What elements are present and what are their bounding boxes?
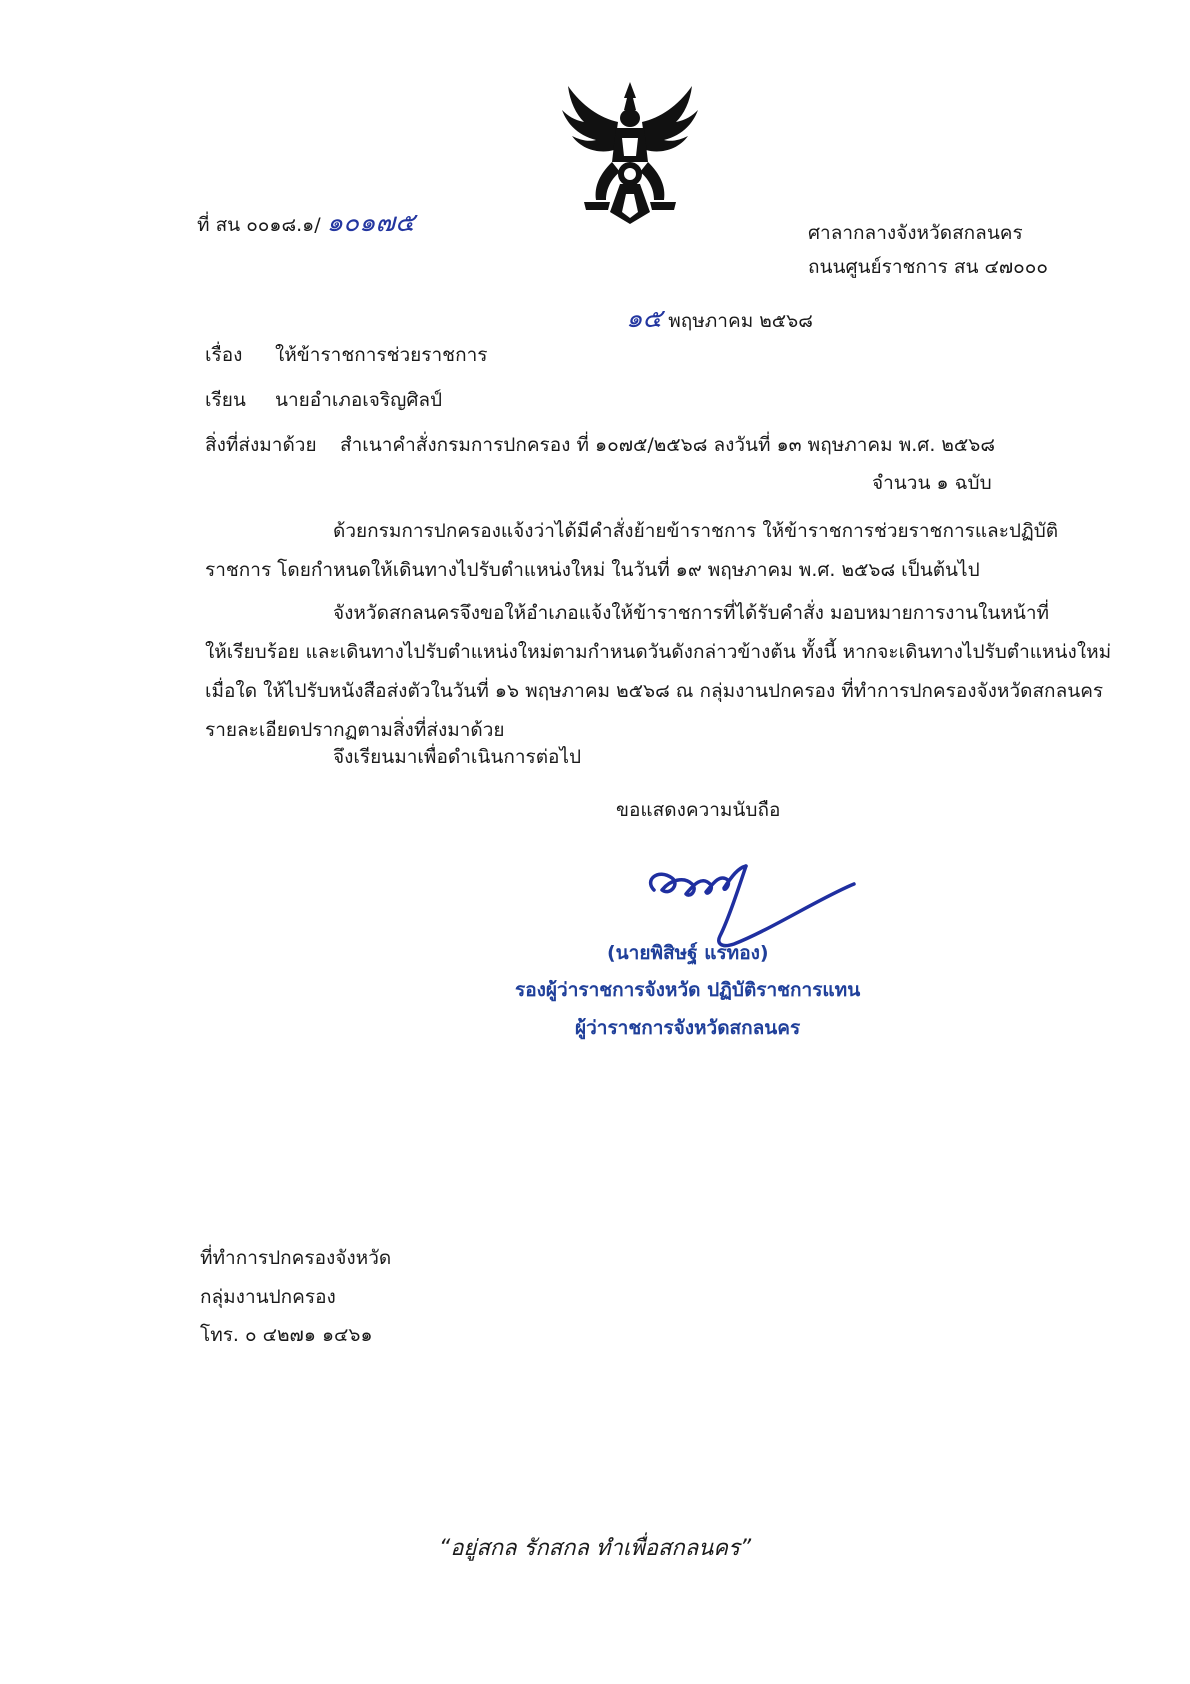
body-line: ด้วยกรมการปกครองแจ้งว่าได้มีคำสั่งย้ายข้าราชการ ให้ข้าราชการช่วยราชการและปฏิบัติ [333,520,1059,542]
office-address: ถนนศูนย์ราชการ สน ๔๗๐๐๐ [808,256,1048,278]
reference-number [197,202,415,243]
body-line: เมื่อใด ให้ไปรับหนังสือส่งตัวในวันที่ ๑๖ พฤษภาคม ๒๕๖๘ ณ กลุ่มงานปกครอง ที่ทำการปกครองจังหวัดสกลนคร [205,680,1104,702]
body-paragraph-1 [205,512,1059,590]
subject-label: เรื่อง [205,344,243,366]
subject-value: ให้ข้าราชการช่วยราชการ [275,344,488,366]
body-paragraph-3 [205,738,1045,777]
enclosure-value: สำเนาคำสั่งกรมการปกครอง ที่ ๑๐๗๕/๒๕๖๘ ลงวันที่ ๑๓ พฤษภาคม พ.ศ. ๒๕๖๘ [340,434,996,456]
body-line: ราชการ โดยกำหนดให้เดินทางไปรับตำแหน่งใหม่ ในวันที่ ๑๙ พฤษภาคม พ.ศ. ๒๕๖๘ เป็นต้นไป [205,559,980,581]
signer-title-1: รองผู้ว่าราชการจังหวัด ปฏิบัติราชการแทน [515,979,861,1001]
enclosure-count: จำนวน ๑ ฉบับ [872,472,992,494]
document-date [626,298,813,339]
reference-handwritten-number: ๑๐๑๗๕ [326,208,415,238]
garuda-emblem-icon [560,78,700,226]
closing-salutation: ขอแสดงความนับถือ [616,799,781,821]
signer-title-2: ผู้ว่าราชการจังหวัดสกลนคร [575,1017,801,1039]
reference-prefix: ที่ สน ๐๐๑๘.๑/ [197,214,321,236]
body-paragraph-2 [205,594,1112,750]
body-line: จังหวัดสกลนครจึงขอให้อำเภอแจ้งให้ข้าราชการที่ได้รับคำสั่ง มอบหมายการงานในหน้าที่ [333,602,1050,624]
signer-name: (นายพิสิษฐ์ แร่ทอง) [607,942,769,964]
enclosure-label: สิ่งที่ส่งมาด้วย [205,434,317,456]
contact-office: ที่ทำการปกครองจังหวัด [200,1247,392,1269]
body-line: รายละเอียดปรากฏตามสิ่งที่ส่งมาด้วย [205,719,505,741]
contact-division: กลุ่มงานปกครอง [200,1286,336,1308]
contact-phone: โทร. ๐ ๔๒๗๑ ๑๔๖๑ [200,1324,373,1346]
to-label: เรียน [205,389,246,411]
date-month-year: พฤษภาคม ๒๕๖๘ [668,310,813,332]
body-line: ให้เรียบร้อย และเดินทางไปรับตำแหน่งใหม่ตามกำหนดวันดังกล่าวข้างต้น ทั้งนี้ หากจะเดินทางไปรับตำแหน่งใหม่ [205,641,1112,663]
motto: “อยู่สกล รักสกล ทำเพื่อสกลนคร” [438,1536,752,1561]
date-day-handwritten: ๑๕ [626,304,663,334]
to-value: นายอำเภอเจริญศิลป์ [275,389,443,411]
body-line: จึงเรียนมาเพื่อดำเนินการต่อไป [333,746,582,768]
office-name: ศาลากลางจังหวัดสกลนคร [808,222,1023,244]
